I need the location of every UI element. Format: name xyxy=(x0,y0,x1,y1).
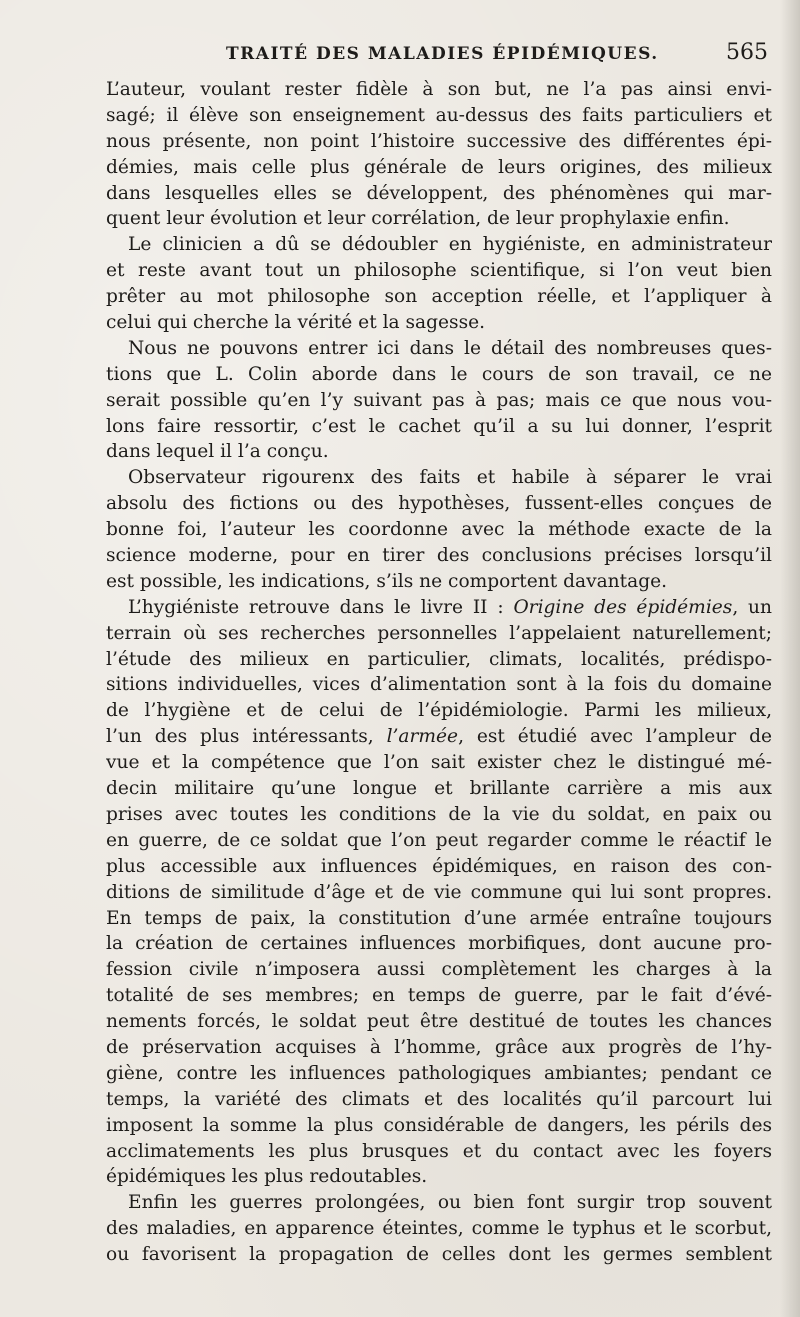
text-line: celui qui cherche la vérité et la sagesse. xyxy=(106,312,486,334)
text-line: lons faire ressortir, c’est le cachet qu’il a su lui donner, l’esprit xyxy=(106,415,772,437)
body-text xyxy=(106,77,772,1268)
text-line: serait possible qu’en l’y suivant pas à pas; mais ce que nous vou- xyxy=(106,389,772,411)
text-line: de l’hygiène et de celui de l’épidémiologie. Parmi les milieux, xyxy=(106,700,772,722)
text-line: épidémiques les plus redoutables. xyxy=(106,1166,428,1188)
text-line: decin militaire qu’une longue et brillante carrière a mis aux xyxy=(106,778,772,800)
text-line: sagé; il élève son enseignement au-dessus des faits particuliers et xyxy=(106,104,772,126)
text-segment: , un xyxy=(732,596,772,618)
text-line: prêter au mot philosophe son acception réelle, et l’appliquer à xyxy=(106,286,772,308)
text-line: dans lequel il l’a conçu. xyxy=(106,441,329,463)
text-line: imposent la somme la plus considérable de dangers, les périls des xyxy=(106,1114,772,1136)
text-segment: l’un des plus intéressants, xyxy=(106,726,374,748)
text-line: est possible, les indications, s’ils ne comportent davantage. xyxy=(106,570,668,592)
text-line: prises avec toutes les conditions de la vie du soldat, en paix ou xyxy=(106,803,772,825)
book-title-italic: Origine des épidémies xyxy=(513,596,733,618)
text-line: bonne foi, l’auteur les coordonne avec la méthode exacte de la xyxy=(106,519,772,541)
text-line: des maladies, en apparence éteintes, comme le typhus et le scorbut, xyxy=(106,1218,772,1240)
text-line: plus accessible aux influences épidémiques, en raison des con- xyxy=(106,855,772,877)
text-line: totalité de ses membres; en temps de guerre, par le fait d’évé- xyxy=(106,985,772,1007)
text-line: dans lesquelles elles se développent, des phénomènes qui mar- xyxy=(106,182,772,204)
emphasis-italic: l’armée xyxy=(386,726,459,748)
text-line: ou favorisent la propagation de celles dont les germes semblent xyxy=(106,1244,772,1266)
text-line: vue et la compétence que l’on sait exister chez le distingué mé- xyxy=(106,752,772,774)
running-title: TRAITÉ DES MALADIES ÉPIDÉMIQUES. xyxy=(226,44,659,64)
page-edge-shadow xyxy=(780,0,800,1317)
page-header xyxy=(108,38,768,70)
page-number: 565 xyxy=(726,40,768,65)
text-line: Le clinicien a dû se dédoubler en hygiéniste, en administrateur xyxy=(128,234,772,256)
text-line: sitions individuelles, vices d’alimentation sont à la fois du domaine xyxy=(106,674,772,696)
text-line: temps, la variété des climats et des localités qu’il parcourt lui xyxy=(106,1088,772,1110)
text-line: Observateur rigourenx des faits et habile à séparer le vrai xyxy=(128,467,772,489)
text-line: ditions de similitude d’âge et de vie commune qui lui sont propres. xyxy=(106,881,772,903)
text-line: démies, mais celle plus générale de leurs origines, des milieux xyxy=(106,156,772,178)
text-line: absolu des fictions ou des hypothèses, fussent-elles conçues de xyxy=(106,493,772,515)
text-line: quent leur évolution et leur corrélation, de leur prophylaxie enfin. xyxy=(106,208,730,230)
text-line: tions que L. Colin aborde dans le cours de son travail, ce ne xyxy=(106,363,772,385)
text-line xyxy=(106,724,772,750)
text-line: l’étude des milieux en particulier, climats, localités, prédispo- xyxy=(106,648,772,670)
text-line: giène, contre les influences pathologiques ambiantes; pendant ce xyxy=(106,1062,772,1084)
text-line: et reste avant tout un philosophe scientifique, si l’on veut bien xyxy=(106,260,772,282)
text-segment: L’hygiéniste retrouve dans le livre II : xyxy=(128,596,504,618)
text-segment: , est étudié avec l’ampleur de xyxy=(458,726,772,748)
text-line: Nous ne pouvons entrer ici dans le détail des nombreuses ques- xyxy=(128,337,772,359)
text-line: en guerre, de ce soldat que l’on peut regarder comme le réactif le xyxy=(106,829,772,851)
text-line: science moderne, pour en tirer des conclusions précises lorsqu’il xyxy=(106,545,772,567)
text-line: L’auteur, voulant rester fidèle à son but, ne l’a pas ainsi envi- xyxy=(106,79,772,100)
text-line: terrain où ses recherches personnelles l’appelaient naturellement; xyxy=(106,622,772,644)
text-line: de préservation acquises à l’homme, grâce aux progrès de l’hy- xyxy=(106,1036,772,1058)
text-line: fession civile n’imposera aussi complètement les charges à la xyxy=(106,959,772,981)
text-line: nous présente, non point l’histoire successive des différentes épi- xyxy=(106,130,772,152)
text-line xyxy=(106,595,772,621)
text-line: Enfin les guerres prolongées, ou bien font surgir trop souvent xyxy=(128,1192,772,1214)
text-line: acclimatements les plus brusques et du contact avec les foyers xyxy=(106,1140,772,1162)
text-line: En temps de paix, la constitution d’une armée entraîne toujours xyxy=(106,907,772,929)
text-line: nements forcés, le soldat peut être destitué de toutes les chances xyxy=(106,1011,772,1033)
text-line: la création de certaines influences morbifiques, dont aucune pro- xyxy=(106,933,772,955)
